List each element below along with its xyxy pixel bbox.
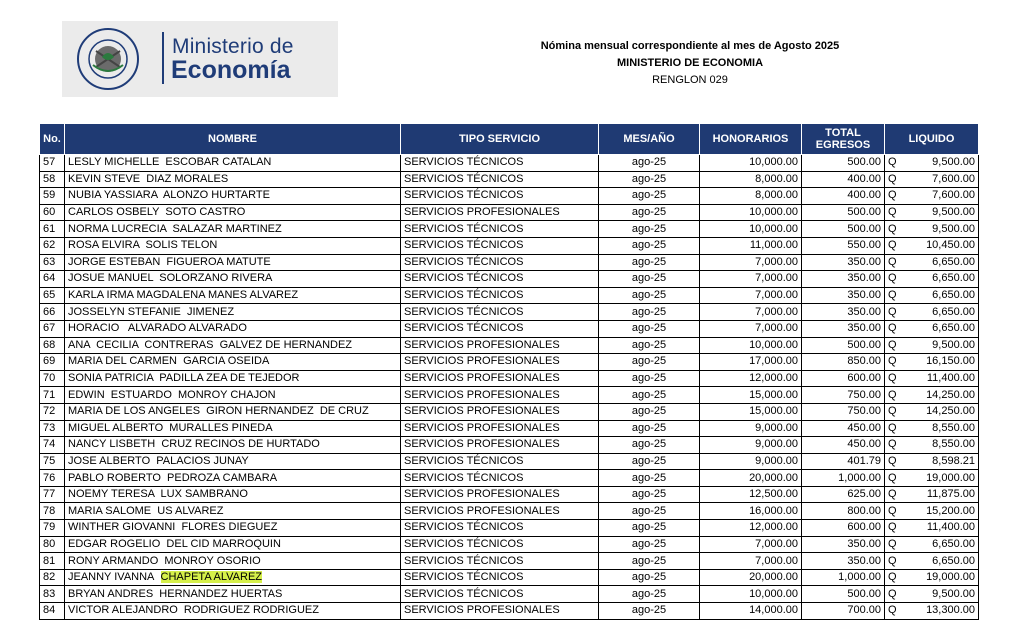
honorarios-value: 12,000.00 — [700, 520, 802, 537]
row-number: 58 — [40, 171, 65, 188]
egresos-value: 350.00 — [802, 304, 885, 321]
month-year: ago-25 — [599, 271, 700, 288]
currency-symbol: Q — [888, 355, 897, 368]
service-type: SERVICIOS PROFESIONALES — [401, 420, 599, 437]
table-row — [40, 337, 979, 354]
egresos-value: 550.00 — [802, 237, 885, 254]
liquido-value: 15,200.00 — [926, 504, 975, 517]
currency-symbol: Q — [888, 206, 897, 219]
row-number: 67 — [40, 320, 65, 337]
month-year: ago-25 — [599, 237, 700, 254]
currency-symbol: Q — [888, 156, 897, 169]
liquido-cell — [885, 437, 979, 454]
row-number: 81 — [40, 553, 65, 570]
service-type: SERVICIOS TÉCNICOS — [401, 221, 599, 238]
employee-name: JOSSELYN STEFANIE JIMENEZ — [65, 304, 401, 321]
employee-name: NOEMY TERESA LUX SAMBRANO — [65, 486, 401, 503]
row-number: 79 — [40, 520, 65, 537]
table-row — [40, 420, 979, 437]
service-type: SERVICIOS TÉCNICOS — [401, 188, 599, 205]
table-row — [40, 403, 979, 420]
row-number: 77 — [40, 486, 65, 503]
col-header-honorarios: HONORARIOS — [700, 124, 802, 155]
egresos-value: 401.79 — [802, 453, 885, 470]
row-number: 68 — [40, 337, 65, 354]
egresos-value: 500.00 — [802, 221, 885, 238]
honorarios-value: 11,000.00 — [700, 237, 802, 254]
service-type: SERVICIOS TÉCNICOS — [401, 586, 599, 603]
liquido-value: 8,550.00 — [932, 438, 975, 451]
row-number: 61 — [40, 221, 65, 238]
table-row — [40, 603, 979, 620]
month-year: ago-25 — [599, 354, 700, 371]
liquido-value: 6,650.00 — [932, 554, 975, 567]
honorarios-value: 10,000.00 — [700, 204, 802, 221]
egresos-value: 750.00 — [802, 387, 885, 404]
table-row — [40, 437, 979, 454]
honorarios-value: 7,000.00 — [700, 553, 802, 570]
currency-symbol: Q — [888, 504, 897, 517]
row-number: 72 — [40, 403, 65, 420]
month-year: ago-25 — [599, 520, 700, 537]
employee-name: JOSUE MANUEL SOLORZANO RIVERA — [65, 271, 401, 288]
liquido-cell — [885, 354, 979, 371]
honorarios-value: 9,000.00 — [700, 420, 802, 437]
currency-symbol: Q — [888, 255, 897, 268]
service-type: SERVICIOS PROFESIONALES — [401, 387, 599, 404]
employee-name: JORGE ESTEBAN FIGUEROA MATUTE — [65, 254, 401, 271]
month-year: ago-25 — [599, 221, 700, 238]
table-row — [40, 354, 979, 371]
service-type: SERVICIOS PROFESIONALES — [401, 503, 599, 520]
table-row — [40, 237, 979, 254]
service-type: SERVICIOS TÉCNICOS — [401, 470, 599, 487]
currency-symbol: Q — [888, 554, 897, 567]
currency-symbol: Q — [888, 289, 897, 302]
employee-name: JOSE ALBERTO PALACIOS JUNAY — [65, 453, 401, 470]
honorarios-value: 8,000.00 — [700, 171, 802, 188]
egresos-value: 350.00 — [802, 254, 885, 271]
liquido-value: 13,300.00 — [926, 604, 975, 617]
service-type: SERVICIOS PROFESIONALES — [401, 403, 599, 420]
service-type: SERVICIOS TÉCNICOS — [401, 287, 599, 304]
table-row — [40, 520, 979, 537]
service-type: SERVICIOS TÉCNICOS — [401, 304, 599, 321]
service-type: SERVICIOS TÉCNICOS — [401, 254, 599, 271]
egresos-value: 850.00 — [802, 354, 885, 371]
liquido-value: 8,550.00 — [932, 421, 975, 434]
row-number: 80 — [40, 536, 65, 553]
currency-symbol: Q — [888, 471, 897, 484]
liquido-cell — [885, 287, 979, 304]
currency-symbol: Q — [888, 521, 897, 534]
egresos-value: 350.00 — [802, 271, 885, 288]
egresos-value: 450.00 — [802, 437, 885, 454]
employee-name: NANCY LISBETH CRUZ RECINOS DE HURTADO — [65, 437, 401, 454]
col-header-egresos: TOTAL EGRESOS — [802, 124, 885, 155]
row-number: 76 — [40, 470, 65, 487]
currency-symbol: Q — [888, 189, 897, 202]
row-number: 83 — [40, 586, 65, 603]
month-year: ago-25 — [599, 387, 700, 404]
employee-name: ROSA ELVIRA SOLIS TELON — [65, 237, 401, 254]
liquido-value: 11,875.00 — [926, 488, 975, 501]
employee-name: MARIA SALOME US ALVAREZ — [65, 503, 401, 520]
row-number: 82 — [40, 569, 65, 586]
egresos-value: 1,000.00 — [802, 569, 885, 586]
table-row — [40, 553, 979, 570]
honorarios-value: 10,000.00 — [700, 221, 802, 238]
row-number: 78 — [40, 503, 65, 520]
honorarios-value: 10,000.00 — [700, 337, 802, 354]
employee-name-first: JEANNY IVANNA — [68, 571, 155, 584]
egresos-value: 1,000.00 — [802, 470, 885, 487]
egresos-value: 500.00 — [802, 337, 885, 354]
currency-symbol: Q — [888, 172, 897, 185]
service-type: SERVICIOS TÉCNICOS — [401, 453, 599, 470]
table-row — [40, 470, 979, 487]
liquido-value: 9,500.00 — [932, 222, 975, 235]
liquido-value: 6,650.00 — [932, 322, 975, 335]
ministry-name: MINISTERIO DE ECONOMIA — [616, 57, 764, 69]
service-type: SERVICIOS PROFESIONALES — [401, 437, 599, 454]
liquido-value: 7,600.00 — [932, 172, 975, 185]
egresos-value: 350.00 — [802, 536, 885, 553]
currency-symbol: Q — [888, 405, 897, 418]
liquido-value: 19,000.00 — [926, 571, 975, 584]
liquido-cell — [885, 503, 979, 520]
honorarios-value: 7,000.00 — [700, 320, 802, 337]
honorarios-value: 15,000.00 — [700, 403, 802, 420]
table-row — [40, 586, 979, 603]
month-year: ago-25 — [599, 204, 700, 221]
month-year: ago-25 — [599, 453, 700, 470]
liquido-value: 14,250.00 — [926, 388, 975, 401]
liquido-value: 14,250.00 — [926, 405, 975, 418]
service-type: SERVICIOS PROFESIONALES — [401, 603, 599, 620]
honorarios-value: 7,000.00 — [700, 536, 802, 553]
highlighted-surname: CHAPETA ALVAREZ — [160, 571, 263, 584]
liquido-value: 7,600.00 — [932, 189, 975, 202]
honorarios-value: 12,500.00 — [700, 486, 802, 503]
liquido-cell — [885, 586, 979, 603]
table-row — [40, 171, 979, 188]
liquido-cell — [885, 403, 979, 420]
currency-symbol: Q — [888, 454, 897, 467]
service-type: SERVICIOS TÉCNICOS — [401, 237, 599, 254]
egresos-value: 500.00 — [802, 204, 885, 221]
table-row — [40, 503, 979, 520]
liquido-cell — [885, 453, 979, 470]
employee-name: NUBIA YASSIARA ALONZO HURTARTE — [65, 188, 401, 205]
liquido-cell — [885, 221, 979, 238]
egresos-value: 350.00 — [802, 320, 885, 337]
month-year: ago-25 — [599, 486, 700, 503]
row-number: 73 — [40, 420, 65, 437]
month-year: ago-25 — [599, 470, 700, 487]
table-row — [40, 304, 979, 321]
table-row — [40, 221, 979, 238]
table-row — [40, 370, 979, 387]
employee-name: KARLA IRMA MAGDALENA MANES ALVAREZ — [65, 287, 401, 304]
table-row — [40, 387, 979, 404]
month-year: ago-25 — [599, 254, 700, 271]
honorarios-value: 15,000.00 — [700, 387, 802, 404]
row-number: 69 — [40, 354, 65, 371]
liquido-value: 6,650.00 — [932, 537, 975, 550]
liquido-cell — [885, 337, 979, 354]
liquido-cell — [885, 486, 979, 503]
table-row — [40, 271, 979, 288]
month-year: ago-25 — [599, 553, 700, 570]
renglon-label: RENGLON 029 — [652, 74, 728, 86]
employee-name: MARIA DE LOS ANGELES GIRON HERNANDEZ DE CRUZ — [65, 403, 401, 420]
col-header-no: No. — [40, 124, 65, 155]
row-number: 65 — [40, 287, 65, 304]
egresos-value: 400.00 — [802, 188, 885, 205]
honorarios-value: 9,000.00 — [700, 453, 802, 470]
month-year: ago-25 — [599, 586, 700, 603]
liquido-cell — [885, 188, 979, 205]
currency-symbol: Q — [888, 388, 897, 401]
table-header-row — [40, 124, 979, 155]
service-type: SERVICIOS TÉCNICOS — [401, 569, 599, 586]
liquido-value: 19,000.00 — [926, 471, 975, 484]
month-year: ago-25 — [599, 320, 700, 337]
employee-name: ANA CECILIA CONTRERAS GALVEZ DE HERNANDEZ — [65, 337, 401, 354]
egresos-value: 400.00 — [802, 171, 885, 188]
egresos-value: 500.00 — [802, 586, 885, 603]
report-title: Nómina mensual correspondiente al mes de Agosto 2025 — [540, 40, 840, 52]
currency-symbol: Q — [888, 537, 897, 550]
row-number: 60 — [40, 204, 65, 221]
employee-name: MIGUEL ALBERTO MURALLES PINEDA — [65, 420, 401, 437]
liquido-value: 10,450.00 — [926, 239, 975, 252]
month-year: ago-25 — [599, 569, 700, 586]
honorarios-value: 12,000.00 — [700, 370, 802, 387]
service-type: SERVICIOS TÉCNICOS — [401, 155, 599, 172]
service-type: SERVICIOS PROFESIONALES — [401, 354, 599, 371]
month-year: ago-25 — [599, 287, 700, 304]
logo-ministerio-text: Ministerio de — [172, 35, 294, 58]
employee-name: LESLY MICHELLE ESCOBAR CATALAN — [65, 155, 401, 172]
row-number: 84 — [40, 603, 65, 620]
honorarios-value: 7,000.00 — [700, 287, 802, 304]
employee-name: MARIA DEL CARMEN GARCIA OSEIDA — [65, 354, 401, 371]
service-type: SERVICIOS TÉCNICOS — [401, 553, 599, 570]
service-type: SERVICIOS TÉCNICOS — [401, 320, 599, 337]
table-row — [40, 536, 979, 553]
logo-economia-text: Economía — [171, 56, 291, 84]
liquido-cell — [885, 204, 979, 221]
month-year: ago-25 — [599, 603, 700, 620]
service-type: SERVICIOS PROFESIONALES — [401, 337, 599, 354]
liquido-cell — [885, 370, 979, 387]
egresos-value: 600.00 — [802, 370, 885, 387]
currency-symbol: Q — [888, 338, 897, 351]
table-row — [40, 453, 979, 470]
liquido-value: 9,500.00 — [932, 587, 975, 600]
employee-name: EDGAR ROGELIO DEL CID MARROQUIN — [65, 536, 401, 553]
month-year: ago-25 — [599, 171, 700, 188]
row-number: 74 — [40, 437, 65, 454]
honorarios-value: 10,000.00 — [700, 155, 802, 172]
liquido-cell — [885, 520, 979, 537]
col-header-nombre: NOMBRE — [65, 124, 401, 155]
month-year: ago-25 — [599, 188, 700, 205]
table-row — [40, 155, 979, 172]
liquido-value: 11,400.00 — [926, 521, 975, 534]
liquido-cell — [885, 254, 979, 271]
liquido-value: 6,650.00 — [932, 289, 975, 302]
liquido-cell — [885, 553, 979, 570]
liquido-cell — [885, 171, 979, 188]
month-year: ago-25 — [599, 536, 700, 553]
currency-symbol: Q — [888, 421, 897, 434]
egresos-value: 450.00 — [802, 420, 885, 437]
table-row — [40, 287, 979, 304]
service-type: SERVICIOS TÉCNICOS — [401, 536, 599, 553]
month-year: ago-25 — [599, 403, 700, 420]
egresos-value: 500.00 — [802, 155, 885, 172]
liquido-cell — [885, 603, 979, 620]
liquido-value: 9,500.00 — [932, 156, 975, 169]
currency-symbol: Q — [888, 322, 897, 335]
service-type: SERVICIOS PROFESIONALES — [401, 486, 599, 503]
honorarios-value: 9,000.00 — [700, 437, 802, 454]
currency-symbol: Q — [888, 438, 897, 451]
month-year: ago-25 — [599, 420, 700, 437]
currency-symbol: Q — [888, 604, 897, 617]
row-number: 66 — [40, 304, 65, 321]
month-year: ago-25 — [599, 304, 700, 321]
liquido-value: 16,150.00 — [926, 355, 975, 368]
liquido-cell — [885, 387, 979, 404]
service-type: SERVICIOS PROFESIONALES — [401, 370, 599, 387]
currency-symbol: Q — [888, 305, 897, 318]
col-header-mes: MES/AÑO — [599, 124, 700, 155]
currency-symbol: Q — [888, 571, 897, 584]
row-number: 75 — [40, 453, 65, 470]
liquido-cell — [885, 569, 979, 586]
liquido-value: 9,500.00 — [932, 206, 975, 219]
employee-name: CARLOS OSBELY SOTO CASTRO — [65, 204, 401, 221]
liquido-value: 8,598.21 — [932, 454, 975, 467]
service-type: SERVICIOS TÉCNICOS — [401, 520, 599, 537]
currency-symbol: Q — [888, 222, 897, 235]
honorarios-value: 20,000.00 — [700, 470, 802, 487]
service-type: SERVICIOS TÉCNICOS — [401, 171, 599, 188]
table-row — [40, 320, 979, 337]
month-year: ago-25 — [599, 437, 700, 454]
liquido-value: 9,500.00 — [932, 338, 975, 351]
service-type: SERVICIOS PROFESIONALES — [401, 204, 599, 221]
row-number: 64 — [40, 271, 65, 288]
service-type: SERVICIOS TÉCNICOS — [401, 271, 599, 288]
employee-name — [65, 569, 401, 586]
liquido-cell — [885, 470, 979, 487]
table-row — [40, 188, 979, 205]
liquido-cell — [885, 420, 979, 437]
egresos-value: 625.00 — [802, 486, 885, 503]
liquido-cell — [885, 271, 979, 288]
employee-name: WINTHER GIOVANNI FLORES DIEGUEZ — [65, 520, 401, 537]
employee-name: PABLO ROBERTO PEDROZA CAMBARA — [65, 470, 401, 487]
month-year: ago-25 — [599, 503, 700, 520]
payroll-table — [39, 123, 979, 620]
honorarios-value: 16,000.00 — [700, 503, 802, 520]
table-row — [40, 486, 979, 503]
honorarios-value: 14,000.00 — [700, 603, 802, 620]
month-year: ago-25 — [599, 155, 700, 172]
currency-symbol: Q — [888, 372, 897, 385]
egresos-value: 350.00 — [802, 553, 885, 570]
employee-name: KEVIN STEVE DIAZ MORALES — [65, 171, 401, 188]
month-year: ago-25 — [599, 370, 700, 387]
egresos-value: 700.00 — [802, 603, 885, 620]
egresos-value: 600.00 — [802, 520, 885, 537]
honorarios-value: 7,000.00 — [700, 271, 802, 288]
col-header-tipo: TIPO SERVICIO — [401, 124, 599, 155]
liquido-cell — [885, 304, 979, 321]
col-header-liquido: LIQUIDO — [885, 124, 979, 155]
employee-name: EDWIN ESTUARDO MONROY CHAJON — [65, 387, 401, 404]
liquido-cell — [885, 320, 979, 337]
employee-name: VICTOR ALEJANDRO RODRIGUEZ RODRIGUEZ — [65, 603, 401, 620]
egresos-value: 750.00 — [802, 403, 885, 420]
liquido-value: 11,400.00 — [926, 372, 975, 385]
honorarios-value: 17,000.00 — [700, 354, 802, 371]
table-row — [40, 204, 979, 221]
honorarios-value: 8,000.00 — [700, 188, 802, 205]
currency-symbol: Q — [888, 239, 897, 252]
currency-symbol: Q — [888, 272, 897, 285]
honorarios-value: 7,000.00 — [700, 254, 802, 271]
egresos-value: 350.00 — [802, 287, 885, 304]
employee-name: BRYAN ANDRES HERNANDEZ HUERTAS — [65, 586, 401, 603]
honorarios-value: 7,000.00 — [700, 304, 802, 321]
row-number: 71 — [40, 387, 65, 404]
row-number: 57 — [40, 155, 65, 172]
employee-name: NORMA LUCRECIA SALAZAR MARTINEZ — [65, 221, 401, 238]
employee-name: SONIA PATRICIA PADILLA ZEA DE TEJEDOR — [65, 370, 401, 387]
liquido-cell — [885, 536, 979, 553]
liquido-value: 6,650.00 — [932, 272, 975, 285]
honorarios-value: 20,000.00 — [700, 569, 802, 586]
table-body — [40, 155, 979, 620]
liquido-value: 6,650.00 — [932, 305, 975, 318]
row-number: 70 — [40, 370, 65, 387]
honorarios-value: 10,000.00 — [700, 586, 802, 603]
egresos-value: 800.00 — [802, 503, 885, 520]
employee-name: HORACIO ALVARADO ALVARADO — [65, 320, 401, 337]
liquido-cell — [885, 237, 979, 254]
row-number: 63 — [40, 254, 65, 271]
liquido-cell — [885, 155, 979, 172]
liquido-value: 6,650.00 — [932, 255, 975, 268]
currency-symbol: Q — [888, 587, 897, 600]
table-row — [40, 254, 979, 271]
row-number: 62 — [40, 237, 65, 254]
table-row — [40, 569, 979, 586]
employee-name: RONY ARMANDO MONROY OSORIO — [65, 553, 401, 570]
currency-symbol: Q — [888, 488, 897, 501]
month-year: ago-25 — [599, 337, 700, 354]
row-number: 59 — [40, 188, 65, 205]
